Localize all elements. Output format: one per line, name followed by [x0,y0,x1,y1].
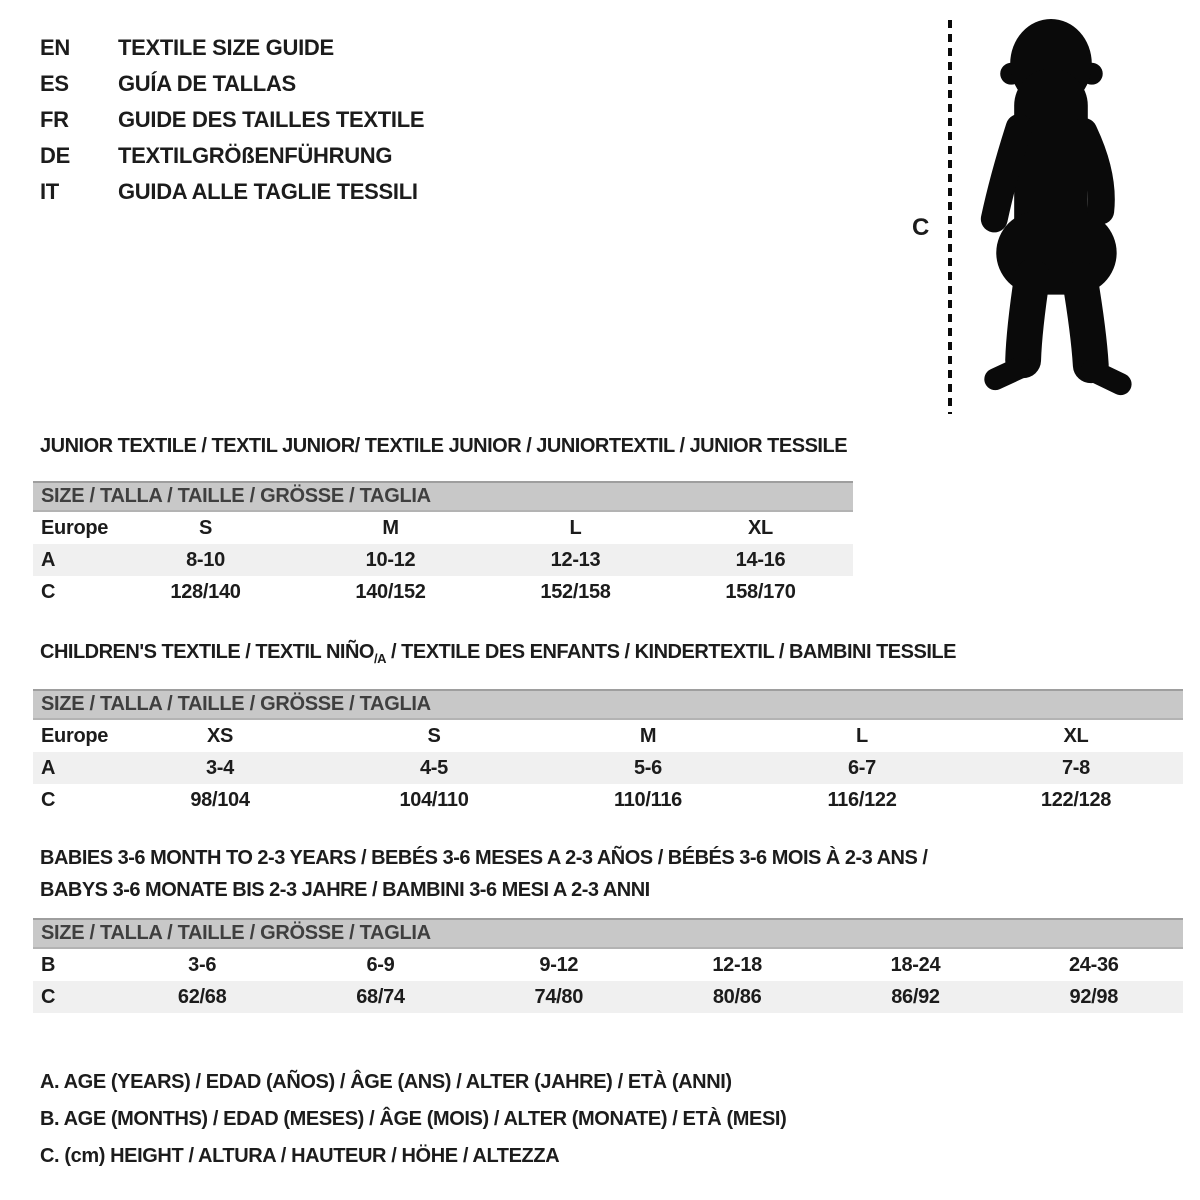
size-cell: XL [748,517,773,539]
size-cell: 9-12 [539,954,579,976]
language-code: IT [40,179,59,204]
size-cell: 122/128 [1040,789,1112,811]
size-cell: 12-18 [712,954,762,976]
table-row [33,784,1183,816]
row-label: Europe [41,517,109,539]
baby-silhouette-icon [962,16,1134,414]
row-label: A [41,757,56,779]
size-cell: 74/80 [534,986,584,1008]
language-code: FR [40,107,69,132]
children-title-post: / TEXTILE DES ENFANTS / KINDERTEXTIL / BAMBINI TESSILE [385,641,956,663]
baby-height-figure [908,14,1158,418]
size-cell: 24-36 [1068,954,1119,976]
babies-section-title-line2: BABYS 3-6 MONATE BIS 2-3 JAHRE / BAMBINI 3-6 MESI A 2-3 ANNI [40,879,650,901]
row-label: A [41,549,56,571]
legend-item-a: A. AGE (YEARS) / EDAD (AÑOS) / ÂGE (ANS) / ALTER (JAHRE) / ETÀ (ANNI) [40,1071,732,1093]
row-label: C [41,789,56,811]
size-cell: 68/74 [356,986,405,1008]
size-cell: 6-9 [366,954,395,976]
language-guide-title: GUIDA ALLE TAGLIE TESSILI [118,179,418,204]
row-label: B [41,954,56,976]
table-row [33,752,1183,784]
height-measure-label: C [912,214,930,241]
babies-section-title [40,842,927,906]
size-cell: 152/158 [540,581,611,603]
size-cell: 14-16 [735,549,786,571]
size-cell: L [856,725,868,747]
size-cell: 98/104 [190,789,250,811]
legend-item-c: C. (cm) HEIGHT / ALTURA / HAUTEUR / HÖHE / ALTEZZA [40,1145,560,1167]
size-cell: M [382,517,399,539]
size-cell: 86/92 [891,986,940,1008]
size-cell: 3-4 [205,757,234,779]
size-cell: 4-5 [419,757,448,779]
language-guide-title: GUÍA DE TALLAS [118,71,296,96]
size-cell: M [639,725,657,747]
children-size-table [33,689,1183,816]
measure-legend [40,1064,786,1175]
language-guide-title: GUIDE DES TAILLES TEXTILE [118,107,425,132]
size-cell: 80/86 [712,986,762,1008]
legend-item-b: B. AGE (MONTHS) / EDAD (MESES) / ÂGE (MOIS) / ALTER (MONATE) / ETÀ (MESI) [40,1108,787,1130]
size-cell: 104/110 [399,789,469,811]
size-cell: 7-8 [1061,757,1090,779]
babies-size-table [33,918,1183,1013]
size-cell: L [569,517,582,539]
size-cell: S [198,517,213,539]
row-label: C [41,581,56,603]
height-dashed-line-icon [948,20,952,414]
size-cell: 3-6 [188,954,217,976]
size-cell: 10-12 [365,549,416,571]
size-cell: 6-7 [847,757,876,779]
row-label: C [41,986,56,1008]
language-code: EN [40,35,70,60]
size-cell: 12-13 [550,549,601,571]
language-list [40,30,424,210]
language-row [40,174,424,210]
language-row [40,66,424,102]
size-cell: XL [1063,725,1089,747]
size-table-header: SIZE / TALLA / TAILLE / GRÖSSE / TAGLIA [33,918,1183,949]
language-row [40,30,424,66]
size-cell: 158/170 [725,581,796,603]
size-cell: 92/98 [1069,986,1119,1008]
children-title-sub: /A [373,651,386,666]
babies-section-title-line1: BABIES 3-6 MONTH TO 2-3 YEARS / BEBÉS 3-6 MESES A 2-3 AÑOS / BÉBÉS 3-6 MOIS À 2-3 ANS / [40,847,928,869]
size-cell: 116/122 [827,789,897,811]
language-guide-title: TEXTILGRÖßENFÜHRUNG [118,143,393,168]
size-cell: 110/116 [614,789,682,811]
size-cell: 140/152 [355,581,426,603]
language-row [40,102,424,138]
table-row [33,720,1183,752]
size-cell: 18-24 [890,954,941,976]
junior-size-table [33,481,853,608]
size-cell: S [427,725,441,747]
size-table-header: SIZE / TALLA / TAILLE / GRÖSSE / TAGLIA [33,481,853,512]
size-cell: 8-10 [186,549,225,571]
row-label: Europe [41,725,109,747]
table-row [33,544,853,576]
children-section-title [40,641,956,666]
table-row [33,576,853,608]
junior-section-title: JUNIOR TEXTILE / TEXTIL JUNIOR/ TEXTILE JUNIOR / JUNIORTEXTIL / JUNIOR TESSILE [40,435,848,457]
language-guide-title: TEXTILE SIZE GUIDE [118,35,334,60]
size-table-header: SIZE / TALLA / TAILLE / GRÖSSE / TAGLIA [33,689,1183,720]
size-cell: XS [206,725,234,747]
table-row [33,512,853,544]
language-code: DE [40,143,70,168]
language-code: ES [40,71,69,96]
size-cell: 5-6 [633,757,662,779]
table-row [33,949,1183,981]
language-row [40,138,424,174]
table-row [33,981,1183,1013]
size-cell: 128/140 [170,581,241,603]
size-cell: 62/68 [177,986,227,1008]
children-title-pre: CHILDREN'S TEXTILE / TEXTIL NIÑO [40,641,374,663]
